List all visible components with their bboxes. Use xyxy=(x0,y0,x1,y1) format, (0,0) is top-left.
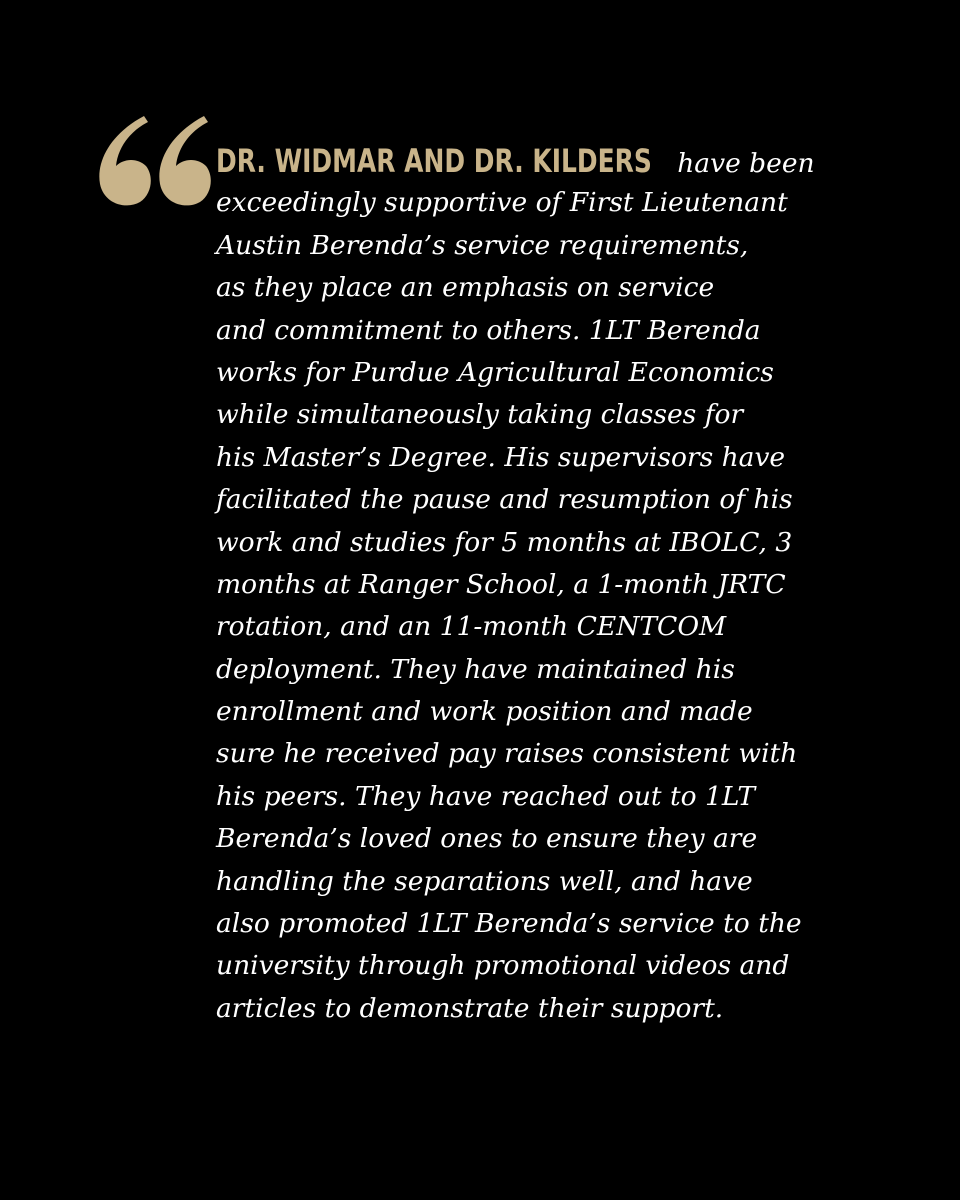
quote-line: exceedingly supportive of First Lieutenant xyxy=(216,187,788,219)
quote-line: works for Purdue Agricultural Economics xyxy=(216,356,774,388)
quote-line-1-text: have been xyxy=(677,148,815,179)
quote-line-1 xyxy=(216,140,916,182)
quote-line: rotation, and an 11-month CENTCOM xyxy=(216,611,727,643)
quote-line: Berenda’s loved ones to ensure they are xyxy=(216,823,758,855)
quote-line: also promoted 1LT Berenda’s service to the xyxy=(216,908,802,940)
quote-line: enrollment and work position and made xyxy=(216,696,753,728)
quote-line: months at Ranger School, a 1-month JRTC xyxy=(216,568,786,600)
quote-line: his peers. They have reached out to 1LT xyxy=(216,780,755,812)
quote-text xyxy=(216,140,916,1030)
quote-lead-names: DR. WIDMAR AND DR. KILDERS xyxy=(216,142,652,180)
quote-line: university through promotional videos and xyxy=(216,950,790,982)
quote-line: work and studies for 5 months at IBOLC, 3 xyxy=(216,526,793,558)
quote-line: and commitment to others. 1LT Berenda xyxy=(216,314,761,346)
quote-line: sure he received pay raises consistent with xyxy=(216,738,798,770)
quote-line: while simultaneously taking classes for xyxy=(216,399,744,431)
quote-line: facilitated the pause and resumption of his xyxy=(216,484,793,516)
quote-line: handling the separations well, and have xyxy=(216,865,753,897)
quote-line: as they place an emphasis on service xyxy=(216,272,715,304)
quote-line: Austin Berenda’s service requirements, xyxy=(216,229,749,261)
quote-line: articles to demonstrate their support. xyxy=(216,992,724,1024)
quote-line: his Master’s Degree. His supervisors have xyxy=(216,441,786,473)
quote-line: deployment. They have maintained his xyxy=(216,653,735,685)
open-double-quote-icon xyxy=(96,106,216,216)
